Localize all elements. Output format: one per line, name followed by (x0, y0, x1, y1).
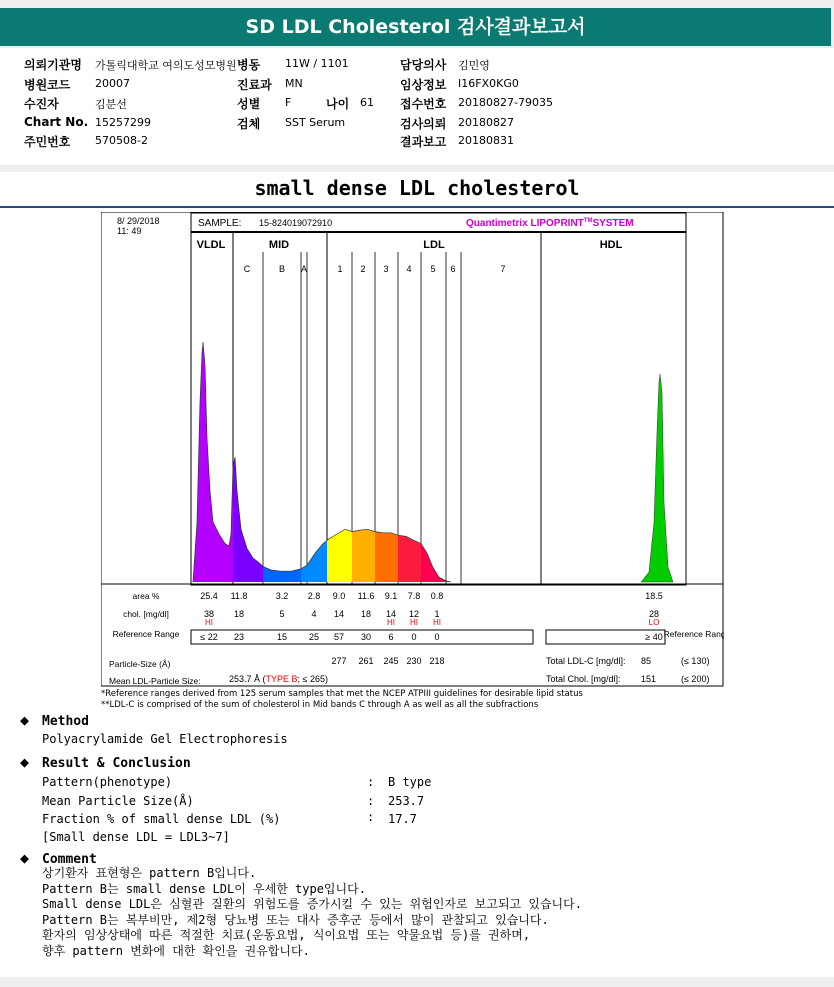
ref-range-value: 25 (308, 632, 320, 642)
flag-label: HI (433, 618, 441, 627)
sex-value: F (285, 96, 292, 109)
footnote-ldl: **LDL-C is comprised of the sum of cholesterol in Mid bands C through A as well as all the subfractions (101, 700, 539, 710)
method-heading-text: Method (42, 714, 89, 729)
row-label-ref: Reference Range (112, 629, 180, 639)
chol-value: 38 (203, 609, 215, 619)
fraction-label: Fraction % of small dense LDL (%) (42, 812, 281, 826)
chart-no-label: Chart No. (24, 115, 89, 129)
patient-info-panel (0, 48, 834, 165)
total-ldl-ref: (≤ 130) (681, 656, 710, 666)
particle-size-value: 245 (383, 656, 399, 666)
comment-line: Pattern B는 복부비만, 제2형 당뇨병 또는 대사 증후군 등에서 많이 관찰되고 있습니다. (42, 912, 549, 927)
ref-range-value: 0 (434, 632, 440, 642)
area-pct-value: 9.0 (332, 591, 346, 601)
title-divider (0, 206, 834, 208)
age-value: 61 (360, 96, 374, 109)
comment-heading-text: Comment (42, 852, 97, 867)
row-label-area: area % (132, 591, 160, 601)
diamond-bullet-icon: ◆ (20, 753, 30, 771)
ward-value: 11W / 1101 (285, 57, 349, 70)
footnote-reference: *Reference ranges derived from 125 serum samples that met the NCEP ATPIII guidelines for desirable lipid status (101, 689, 583, 699)
group-label-hdl: HDL (599, 239, 623, 251)
department-value: MN (285, 77, 303, 90)
small-dense-note: [Small dense LDL = LDL3~7] (42, 830, 230, 844)
row-label-chol: chol. [mg/dl] (123, 609, 169, 619)
resident-no-label: 주민번호 (24, 135, 71, 149)
specimen-label: 검체 (237, 117, 261, 131)
band-label: B (278, 264, 286, 274)
age-label: 나이 (326, 97, 350, 111)
total-ldl-value: 85 (641, 656, 652, 666)
chol-value: 14 (333, 609, 345, 619)
chol-value: 28 (648, 609, 660, 619)
comment-line: 상기환자 표현형은 pattern B입니다. (42, 866, 257, 880)
chart-no-value: 15257299 (95, 116, 151, 129)
receipt-no-value: 20180827-79035 (458, 96, 553, 109)
mean-size-label: Mean Particle Size(Å) (42, 794, 194, 808)
band-label: 2 (360, 264, 366, 274)
ref-range-value: 23 (233, 632, 245, 642)
group-label-mid: MID (268, 239, 290, 251)
ref-range-value: 30 (360, 632, 372, 642)
mean-size-value: 253.7 (388, 794, 425, 808)
chol-value: 18 (360, 609, 372, 619)
institution-value: 가톨릭대학교 여의도성모병원 (95, 59, 237, 72)
chol-value: 5 (279, 609, 285, 619)
request-date-value: 20180827 (458, 116, 514, 129)
lipoprint-chart-svg (101, 212, 724, 687)
comment-heading (20, 849, 97, 867)
particle-size-value: 277 (331, 656, 347, 666)
clinical-info-label: 임상정보 (400, 78, 447, 92)
comment-text (42, 866, 582, 959)
request-date-label: 검사의뢰 (400, 117, 447, 131)
particle-size-value: 261 (358, 656, 374, 666)
band-label: 5 (430, 264, 436, 274)
band-label: A (300, 264, 308, 274)
physician-label: 담당의사 (400, 58, 447, 72)
ref-range-value: ≥ 40 (645, 632, 663, 642)
group-label-ldl: LDL (423, 239, 445, 251)
pattern-label: Pattern(phenotype) (42, 775, 173, 789)
patient-name-value: 김분선 (95, 98, 127, 111)
fraction-sep: : (367, 810, 375, 824)
chol-value: 12 (408, 609, 420, 619)
sample-id: 15-824019072910 (259, 218, 333, 228)
mean-size-text: 253.7 Å (TYPE B; ≤ 265) (229, 674, 329, 684)
diamond-bullet-icon: ◆ (20, 849, 30, 867)
ref-range-value: 57 (333, 632, 345, 642)
hospital-code-value: 20007 (95, 77, 130, 90)
total-chol-label: Total Chol. [mg/dl]: (546, 674, 621, 684)
fraction-value: 17.7 (388, 812, 417, 826)
flag-label: LO (648, 618, 660, 627)
mean-size-sep: : (367, 794, 375, 808)
particle-size-value: 230 (406, 656, 422, 666)
area-pct-value: 25.4 (200, 591, 218, 601)
area-pct-value: 18.5 (645, 591, 663, 601)
row-label-mean-size: Mean LDL-Particle Size: (109, 676, 201, 686)
sample-label: SAMPLE: (198, 218, 242, 229)
ref-range-value: 15 (276, 632, 288, 642)
hospital-code-label: 병원코드 (24, 78, 71, 92)
band-label: 7 (500, 264, 506, 274)
chol-value: 18 (233, 609, 245, 619)
band-label: 4 (406, 264, 412, 274)
ref-range-value: 0 (411, 632, 417, 642)
particle-size-value: 218 (429, 656, 445, 666)
flag-label: HI (205, 618, 213, 627)
pattern-value: B type (388, 775, 432, 789)
flag-label: HI (387, 618, 395, 627)
clinical-info-value: I16FX0KG0 (458, 77, 519, 90)
total-ldl-label: Total LDL-C [mg/dl]: (546, 656, 626, 666)
result-heading-text: Result & Conclusion (42, 756, 191, 771)
department-label: 진료과 (237, 78, 272, 92)
area-pct-value: 2.8 (307, 591, 321, 601)
lipoprint-chart (101, 212, 724, 687)
pattern-sep: : (367, 775, 375, 789)
result-heading (20, 753, 191, 771)
chart-date: 8/ 29/2018 (117, 216, 160, 226)
ref-range-value: 6 (388, 632, 394, 642)
report-date-label: 결과보고 (400, 135, 447, 149)
chol-value: 4 (311, 609, 317, 619)
chol-value: 14 (385, 609, 397, 619)
row-label-particle-size: Particle-Size (Å) (109, 659, 171, 669)
ref-range-value: ≤ 22 (200, 632, 218, 642)
report-title-banner: SD LDL Cholesterol 검사결과보고서 (0, 8, 831, 46)
method-text: Polyacrylamide Gel Electrophoresis (42, 732, 288, 746)
ward-label: 병동 (237, 58, 261, 72)
physician-value: 김민영 (458, 59, 490, 72)
comment-line: 향후 pattern 변화에 대한 확인을 권유합니다. (42, 943, 310, 958)
report-date-value: 20180831 (458, 134, 514, 147)
diamond-bullet-icon: ◆ (20, 711, 30, 729)
institution-label: 의뢰기관명 (24, 58, 82, 72)
flag-label: HI (410, 618, 418, 627)
chart-time: 11: 49 (117, 226, 142, 236)
footnotes (101, 689, 583, 711)
area-pct-value: 11.6 (357, 591, 375, 601)
patient-name-label: 수진자 (24, 97, 59, 111)
row-label-ref-right: Reference Range (663, 629, 724, 639)
band-label: C (243, 264, 251, 274)
total-chol-ref: (≤ 200) (681, 674, 710, 684)
report-body (0, 172, 834, 977)
area-pct-value: 7.8 (407, 591, 421, 601)
band-label: 1 (337, 264, 343, 274)
comment-line: Pattern B는 small dense LDL이 우세한 type입니다. (42, 881, 366, 896)
area-pct-value: 0.8 (430, 591, 444, 601)
specimen-value: SST Serum (285, 116, 346, 129)
sex-label: 성별 (237, 97, 261, 111)
ldl2-area (352, 529, 375, 582)
group-label-vldl: VLDL (196, 239, 226, 251)
resident-no-value: 570508-2 (95, 134, 148, 147)
report-title: small dense LDL cholesterol (254, 176, 580, 200)
band-label: 6 (450, 264, 456, 274)
chol-value: 1 (434, 609, 440, 619)
system-name: Quantimetrix LIPOPRINT™SYSTEM (466, 218, 634, 229)
area-pct-value: 9.1 (384, 591, 398, 601)
total-chol-value: 151 (641, 674, 657, 684)
area-pct-value: 11.8 (230, 591, 248, 601)
area-pct-value: 3.2 (275, 591, 289, 601)
ldl3-area (375, 532, 398, 582)
comment-line: Small dense LDL은 심혈관 질환의 위험도를 증가시킬 수 있는 위험인자로 보고되고 있습니다. (42, 897, 582, 911)
method-heading (20, 711, 89, 729)
band-label: 3 (383, 264, 389, 274)
comment-line: 환자의 임상상태에 따른 적절한 치료(운동요법, 식이요법 또는 약물요법 등)를 권하며, (42, 928, 531, 942)
receipt-no-label: 접수번호 (400, 97, 447, 111)
